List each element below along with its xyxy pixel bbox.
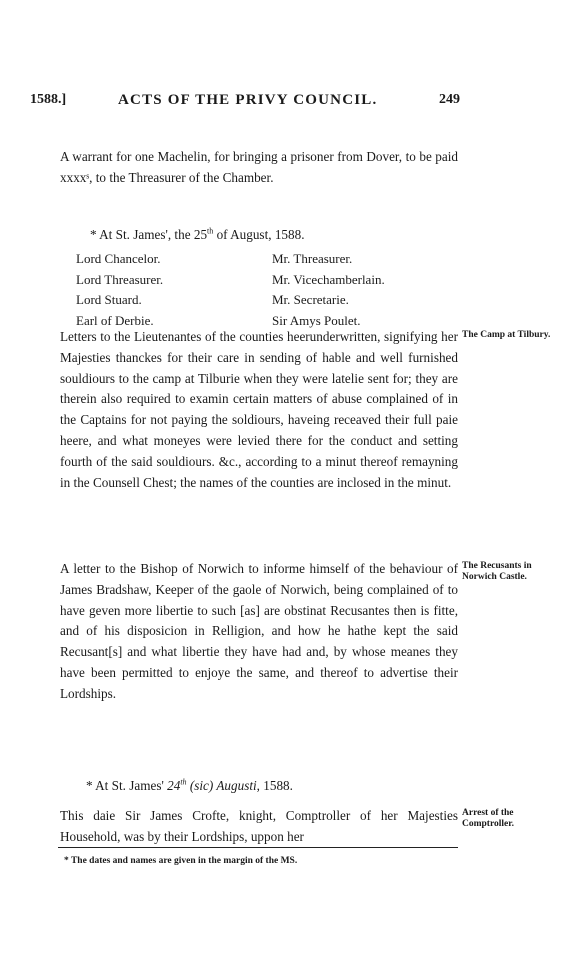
meeting-2-sic: (sic)	[189, 778, 214, 793]
meeting-2-month: Augusti	[213, 778, 257, 793]
meeting-2-sup: th	[180, 777, 187, 787]
attendee: Sir Amys Poulet.	[272, 312, 361, 328]
margin-note-arrest: Arrest of the Comptroller.	[462, 808, 514, 829]
entry-tilbury	[60, 327, 458, 493]
entry-arrest-text: This daie Sir James Crofte, knight, Comptroller of her Majesties Household, was by their Lordships, uppon her	[60, 808, 458, 844]
footnote: * The dates and names are given in the margin of the MS.	[64, 856, 298, 866]
header-title: ACTS OF THE PRIVY COUNCIL.	[118, 92, 378, 108]
attendee: Lord Threasurer.	[76, 271, 164, 287]
meeting-heading-2	[86, 778, 293, 794]
attendee: Earl of Derbie.	[76, 312, 154, 328]
meeting-2-prefix: * At St. James'	[86, 778, 168, 793]
attendee: Mr. Threasurer.	[272, 251, 353, 266]
entry-norwich-text: A letter to the Bishop of Norwich to informe himself of the behaviour of James Bradshaw, Keeper of the gaole of Norwich, being complained of to have geven more libertie to such [as] are obstinat Recusantes then is fitte, and of his disposicion in Relligion, and how he hathe kept the said Recusant[s] and what libertie they have had and, by whose meanes they have been permitted to enjoye the same, and thereof to advertise their Lordships.	[60, 561, 458, 701]
attendee: Lord Stuard.	[76, 292, 142, 307]
entry-warrant-text: A warrant for one Machelin, for bringing a prisoner from Dover, to be paid xxxxˢ, to the Threasurer of the Chamber.	[60, 149, 458, 185]
page-header	[30, 92, 460, 114]
meeting-1-prefix: * At St. James', the 25	[90, 227, 208, 242]
meeting-2-date: 24	[167, 778, 181, 793]
meeting-1-suffix: of August, 1588.	[213, 227, 305, 242]
header-year: 1588.]	[30, 92, 67, 107]
page-number: 249	[439, 92, 460, 107]
entry-arrest	[60, 806, 458, 848]
margin-note-tilbury: The Camp at Tilbury.	[462, 330, 551, 340]
meeting-1-sup: th	[207, 226, 214, 236]
entry-warrant	[60, 147, 458, 189]
attendee: Mr. Vicechamberlain.	[272, 271, 385, 287]
meeting-2-suffix: , 1588.	[256, 778, 293, 793]
attendee: Mr. Secretarie.	[272, 292, 349, 307]
entry-norwich	[60, 559, 458, 705]
meeting-heading-1	[90, 227, 305, 243]
attendees-right-column	[272, 249, 385, 331]
footnote-rule	[58, 847, 458, 848]
entry-tilbury-text: Letters to the Lieutenantes of the counties heerunderwritten, signifying her Majesties thanckes for their care in sending of hable and well furnished souldiours to the camp at Tilburie when they were latelie sent for; they are therein also required to examin certain matters of abuse complained of in the Captains for not paying the soldiours, haveing receaved their full paie heere, and what moneyes were levied there for the conduct and setting fourth of the said souldiours. &c., according to a minut thereof remayning in the Counsell Chest; the names of the counties are inclosed in the minut.	[60, 329, 458, 490]
margin-note-norwich: The Recusants in Norwich Castle.	[462, 561, 532, 582]
attendee: Lord Chancelor.	[76, 251, 161, 266]
attendees-left-column	[76, 249, 163, 331]
